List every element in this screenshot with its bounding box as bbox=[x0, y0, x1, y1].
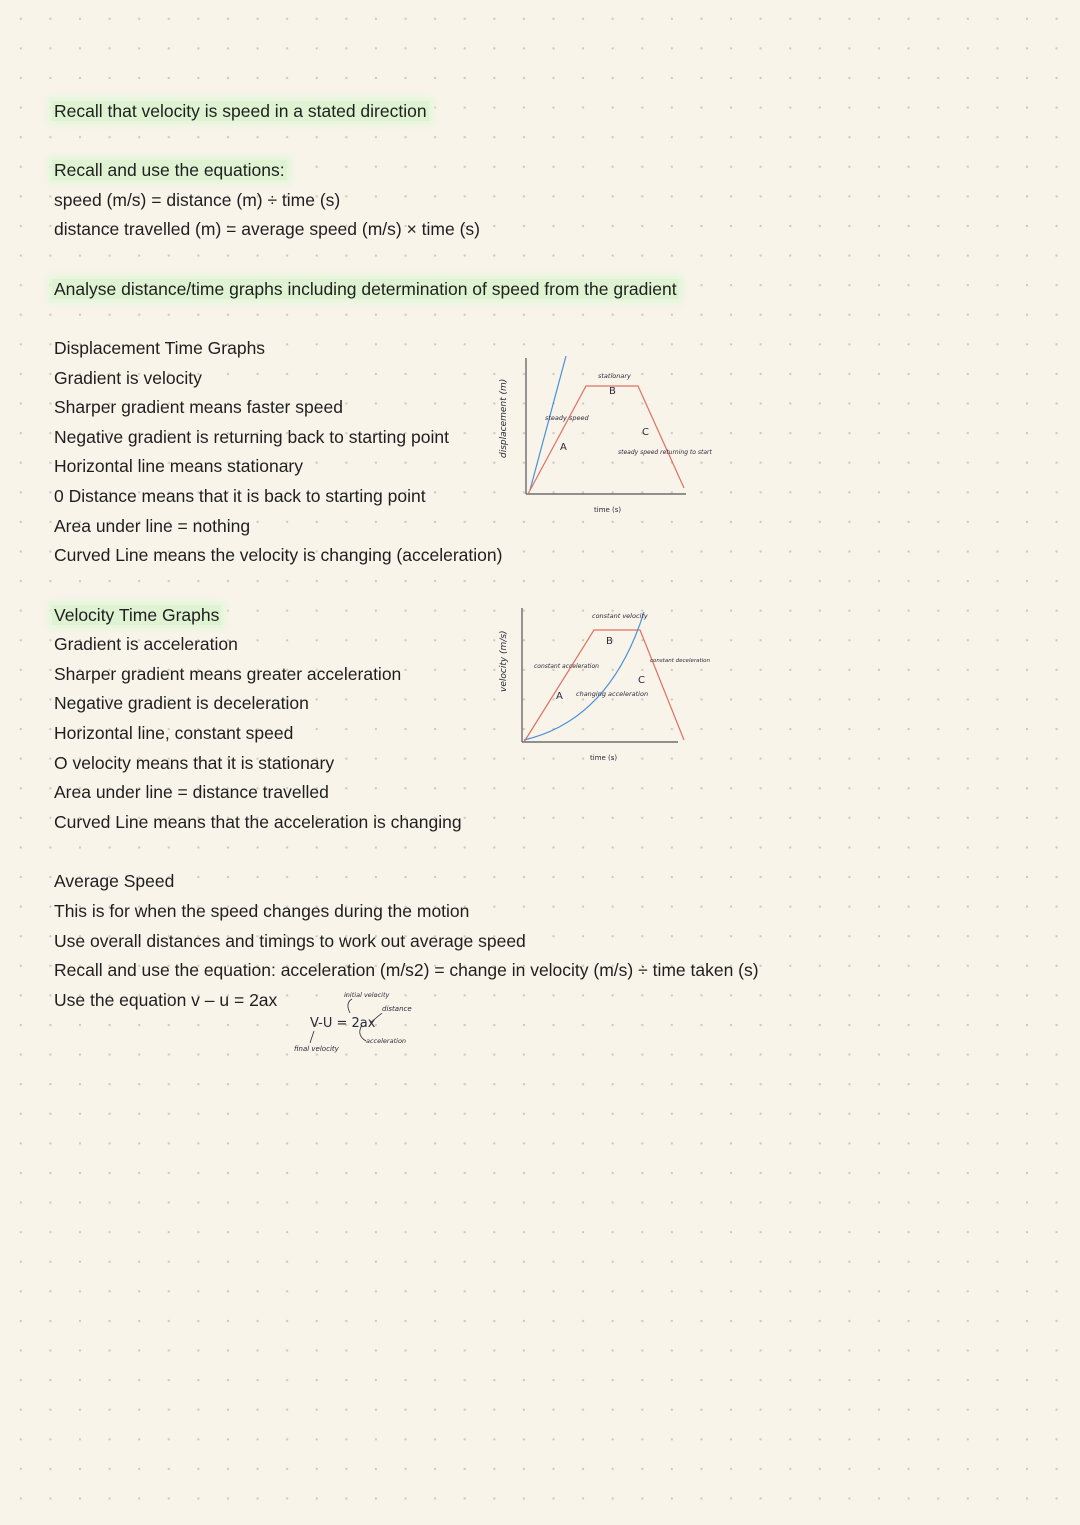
average-item: Use overall distances and timings to work out average speed bbox=[54, 931, 526, 951]
stationary-label: stationary bbox=[598, 372, 631, 380]
displacement-item: Horizontal line means stationary bbox=[54, 456, 304, 476]
trapezoid-line bbox=[528, 386, 684, 494]
constant-acceleration-label: constant acceleration bbox=[534, 663, 599, 670]
handwritten-equation: V-U = 2ax bbox=[310, 1016, 376, 1031]
velocity-item: Area under line = distance travelled bbox=[54, 782, 329, 802]
point-b-label: B bbox=[606, 636, 613, 647]
initial-velocity-label: initial velocity bbox=[344, 991, 390, 999]
distance-label: distance bbox=[382, 1005, 412, 1013]
x-axis-label: time (s) bbox=[590, 754, 618, 762]
velocity-item: O velocity means that it is stationary bbox=[54, 753, 335, 773]
point-a-label: A bbox=[556, 691, 563, 702]
steady-speed-label: steady speed bbox=[545, 414, 589, 422]
displacement-item: Gradient is velocity bbox=[54, 368, 202, 388]
speed-equation: speed (m/s) = distance (m) ÷ time (s) bbox=[54, 190, 341, 210]
analyse-heading: Analyse distance/time graphs including determination of speed from the gradient bbox=[54, 279, 677, 299]
displacement-item: Negative gradient is returning back to starting point bbox=[54, 427, 449, 447]
constant-velocity-label: constant velocity bbox=[592, 612, 648, 620]
steep-gradient-line bbox=[530, 356, 566, 490]
displacement-item: Sharper gradient means faster speed bbox=[54, 397, 343, 417]
distance-equation: distance travelled (m) = average speed (m/s) × time (s) bbox=[54, 219, 480, 239]
x-axis-label: time (s) bbox=[594, 506, 622, 514]
velocity-heading: Velocity Time Graphs bbox=[54, 605, 220, 625]
average-item: Use the equation v – u = 2ax bbox=[54, 990, 278, 1010]
point-c-label: C bbox=[638, 675, 645, 686]
final-velocity-label: final velocity bbox=[294, 1045, 339, 1053]
velocity-item: Negative gradient is deceleration bbox=[54, 693, 309, 713]
arrow-initial bbox=[348, 999, 352, 1013]
curved-line bbox=[524, 612, 644, 740]
acceleration-label: acceleration bbox=[366, 1037, 407, 1045]
trapezoid-line bbox=[524, 630, 684, 742]
average-item: This is for when the speed changes during the motion bbox=[54, 901, 470, 921]
point-c-label: C bbox=[642, 427, 649, 438]
y-axis-label: velocity (m/s) bbox=[499, 630, 509, 692]
displacement-item: Area under line = nothing bbox=[54, 516, 251, 536]
point-a-label: A bbox=[560, 442, 567, 453]
changing-acceleration-label: changing acceleration bbox=[576, 690, 649, 698]
velocity-time-graph bbox=[490, 600, 720, 770]
velocity-item: Horizontal line, constant speed bbox=[54, 723, 294, 743]
displacement-item: 0 Distance means that it is back to starting point bbox=[54, 486, 426, 506]
y-axis-label: displacement (m) bbox=[499, 378, 509, 458]
velocity-item: Curved Line means that the acceleration is changing bbox=[54, 812, 462, 832]
velocity-definition: Recall that velocity is speed in a stated direction bbox=[54, 101, 427, 121]
displacement-heading: Displacement Time Graphs bbox=[54, 338, 266, 358]
velocity-item: Sharper gradient means greater acceleration bbox=[54, 664, 402, 684]
average-heading: Average Speed bbox=[54, 871, 175, 891]
velocity-item: Gradient is acceleration bbox=[54, 634, 238, 654]
displacement-time-graph bbox=[490, 350, 710, 520]
returning-label: steady speed returning to start bbox=[618, 449, 712, 456]
average-item: Recall and use the equation: acceleration (m/s2) = change in velocity (m/s) ÷ time taken (s) bbox=[54, 960, 759, 980]
displacement-item: Curved Line means the velocity is changing (acceleration) bbox=[54, 545, 503, 565]
arrow-final bbox=[310, 1031, 314, 1043]
equations-heading: Recall and use the equations: bbox=[54, 160, 285, 180]
constant-deceleration-label: constant deceleration bbox=[650, 658, 711, 664]
point-b-label: B bbox=[609, 386, 616, 397]
equation-annotation bbox=[290, 985, 440, 1065]
